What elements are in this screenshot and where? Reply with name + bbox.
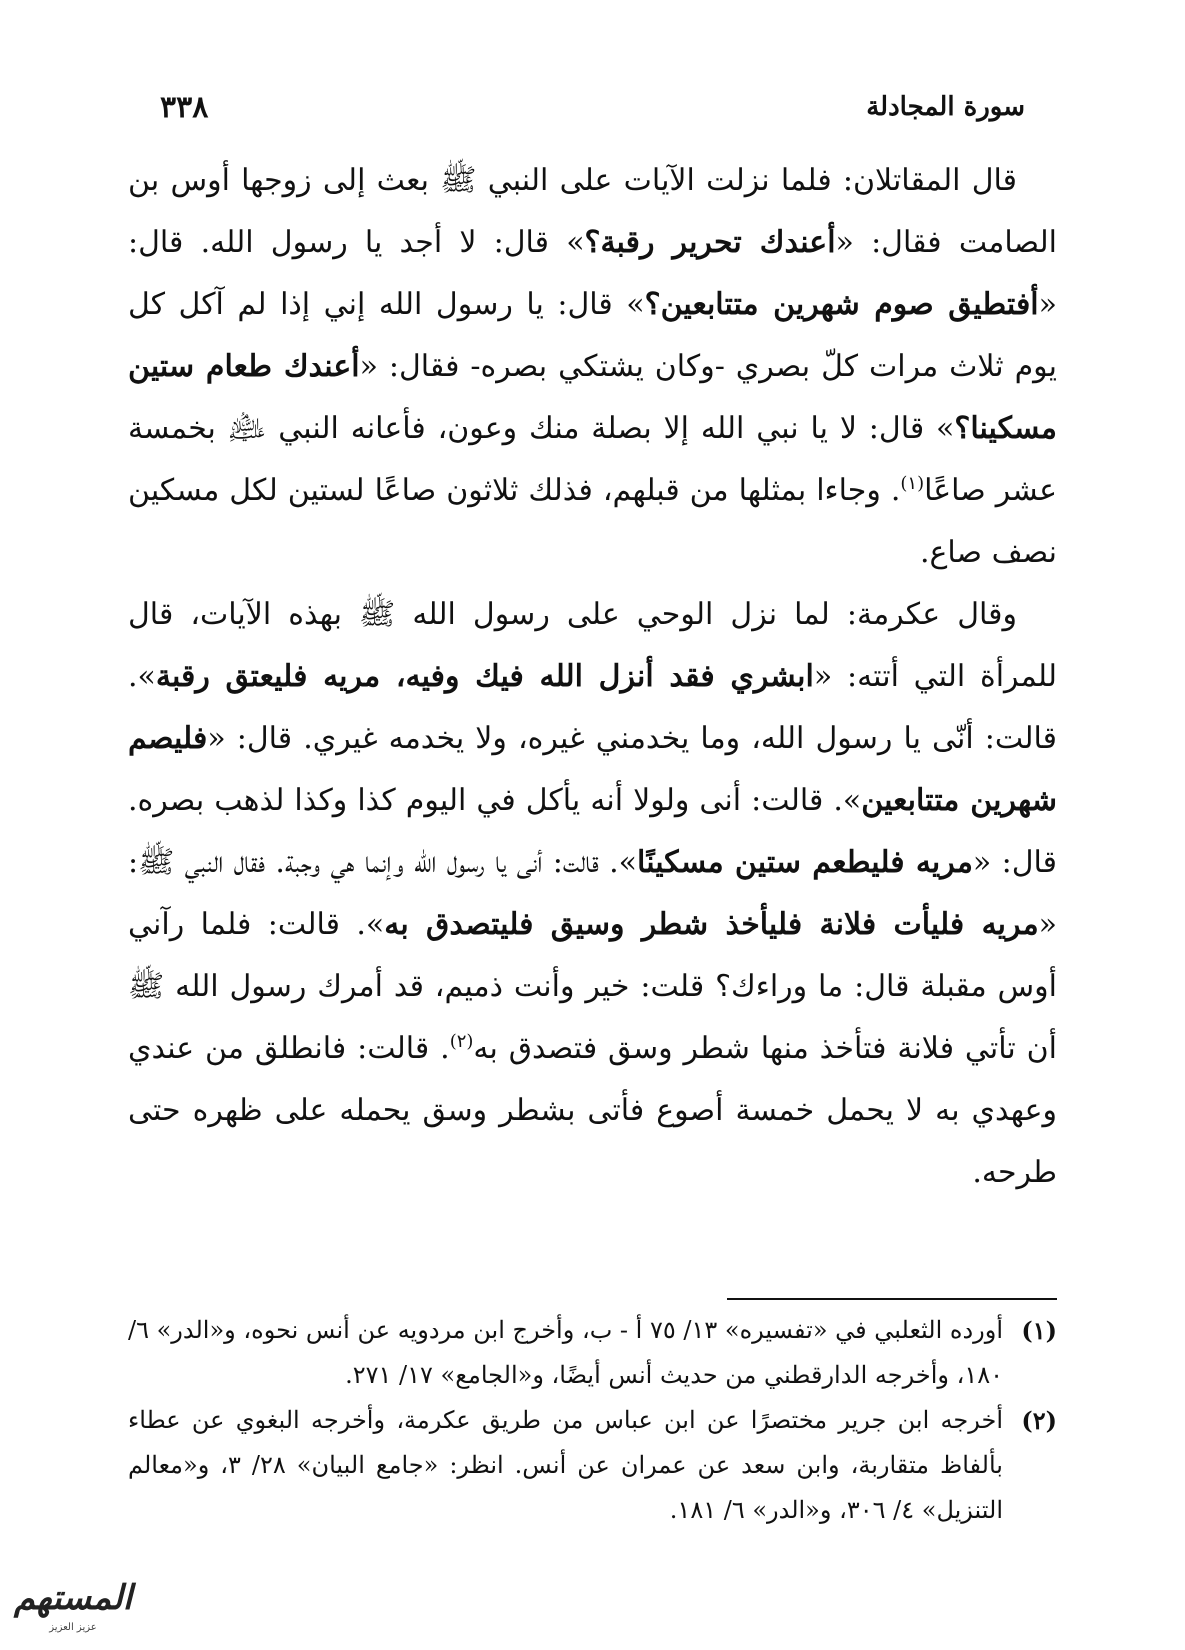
p2-quote-2: فليصم شهرين متتابعين <box>128 721 1057 818</box>
p2-text-5: ». قالت: فلما رآني أوس مقبلة قال: ما وراءك؟ قلت: خير وأنت ذميم، قد أمرك رسول الله ﷺ أن تأتي فلانة فتأخذ منها شطر وسق فتصدق به <box>128 907 1057 1066</box>
p1-quote-3: أعندك طعام ستين مسكينا؟ <box>128 349 1057 446</box>
p2-quote-4: مريه فليأت فلانة فليأخذ شطر وسيق فليتصدق به <box>384 907 1039 942</box>
footnote-number: (١) <box>1021 1316 1057 1345</box>
p1-text-3: » قال: يا رسول الله إني إذا لم آكل كل يوم ثلاث مرات كلّ بصري -وكان يشتكي بصره- فقال: « <box>128 287 1058 384</box>
footnotes <box>128 1308 1057 1533</box>
p1-text-2: » قال: لا أجد يا رسول الله. قال: « <box>128 225 1057 322</box>
p2-quote-3: مريه فليطعم ستين مسكينًا <box>637 845 973 880</box>
p2-text-1: وقال عكرمة: لما نزل الوحي على رسول الله ﷺ بهذه الآيات، قال للمرأة التي أتته: « <box>128 597 1058 694</box>
watermark-logo <box>8 1578 138 1644</box>
footnote-divider <box>727 1298 1057 1300</box>
watermark-subtext: عزيز العزيز <box>49 1622 97 1633</box>
surah-title: سورة المجادلة <box>866 92 1025 122</box>
footnote-ref-2: (٢) <box>449 1031 474 1052</box>
main-text <box>128 150 1057 1204</box>
p1-quote-2: أفتطيق صوم شهرين متتابعين؟ <box>644 287 1039 322</box>
footnote-text: أورده الثعلبي في «تفسيره» ١٣/ ٧٥ أ - ب، وأخرج ابن مردويه عن أنس نحوه، و«الدر» ٦/ ١٨٠، وأخرجه الدارقطني من حديث أنس أيضًا، و«الجامع» ١٧/ ٢٧١. <box>128 1316 1004 1389</box>
page-header <box>160 82 1025 132</box>
footnote-2 <box>128 1398 1057 1533</box>
paragraph-2 <box>128 584 1057 1204</box>
p1-text-1: قال المقاتلان: فلما نزلت الآيات على النبي ﷺ بعث إلى زوجها أوس بن الصامت فقال: « <box>128 163 1057 260</box>
p2-text-4: ». قالت: أنى يا رسول الله وإنما هي وجبة. فقال النبي ﷺ: « <box>128 845 1057 942</box>
p2-text-6: . قالت: فانطلق من عندي وعهدي به لا يحمل خمسة أصوع فأتى بشطر وسق يحمله على ظهره حتى طرحه. <box>128 1031 1057 1190</box>
footnote-text: أخرجه ابن جرير مختصرًا عن ابن عباس من طريق عكرمة، وأخرجه البغوي عن عطاء بألفاظ متقاربة، وابن سعد عن عمران عن أنس. انظر: «جامع البيان» ٢٨/ ٣، و«معالم التنزيل» ٤/ ٣٠٦، و«الدر» ٦/ ١٨١. <box>128 1406 1003 1524</box>
page-number: ٣٣٨ <box>160 89 209 125</box>
paragraph-1 <box>128 150 1057 584</box>
footnote-number: (٢) <box>1021 1406 1057 1435</box>
p1-text-5: . وجاءا بمثلها من قبلهم، فذلك ثلاثون صاعًا لستين لكل مسكين نصف صاع. <box>128 473 1057 570</box>
p1-quote-1: أعندك تحرير رقبة؟ <box>584 225 836 260</box>
watermark-text: المستهم <box>13 1578 133 1618</box>
footnote-ref-1: (١) <box>900 473 925 494</box>
p2-quote-1: ابشري فقد أنزل الله فيك وفيه، مريه فليعتق رقبة <box>155 659 814 694</box>
footnote-1 <box>128 1308 1057 1398</box>
p2-text-3: ». قالت: أنى ولولا أنه يأكل في اليوم كذا وكذا لذهب بصره. قال: « <box>128 783 1057 880</box>
p1-text-4: » قال: لا يا نبي الله إلا بصلة منك وعون، فأعانه النبي ﵇ بخمسة عشر صاعًا <box>128 411 1057 508</box>
p2-text-2: ». قالت: أنّى يا رسول الله، وما يخدمني غيره، ولا يخدمه غيري. قال: « <box>128 659 1057 756</box>
